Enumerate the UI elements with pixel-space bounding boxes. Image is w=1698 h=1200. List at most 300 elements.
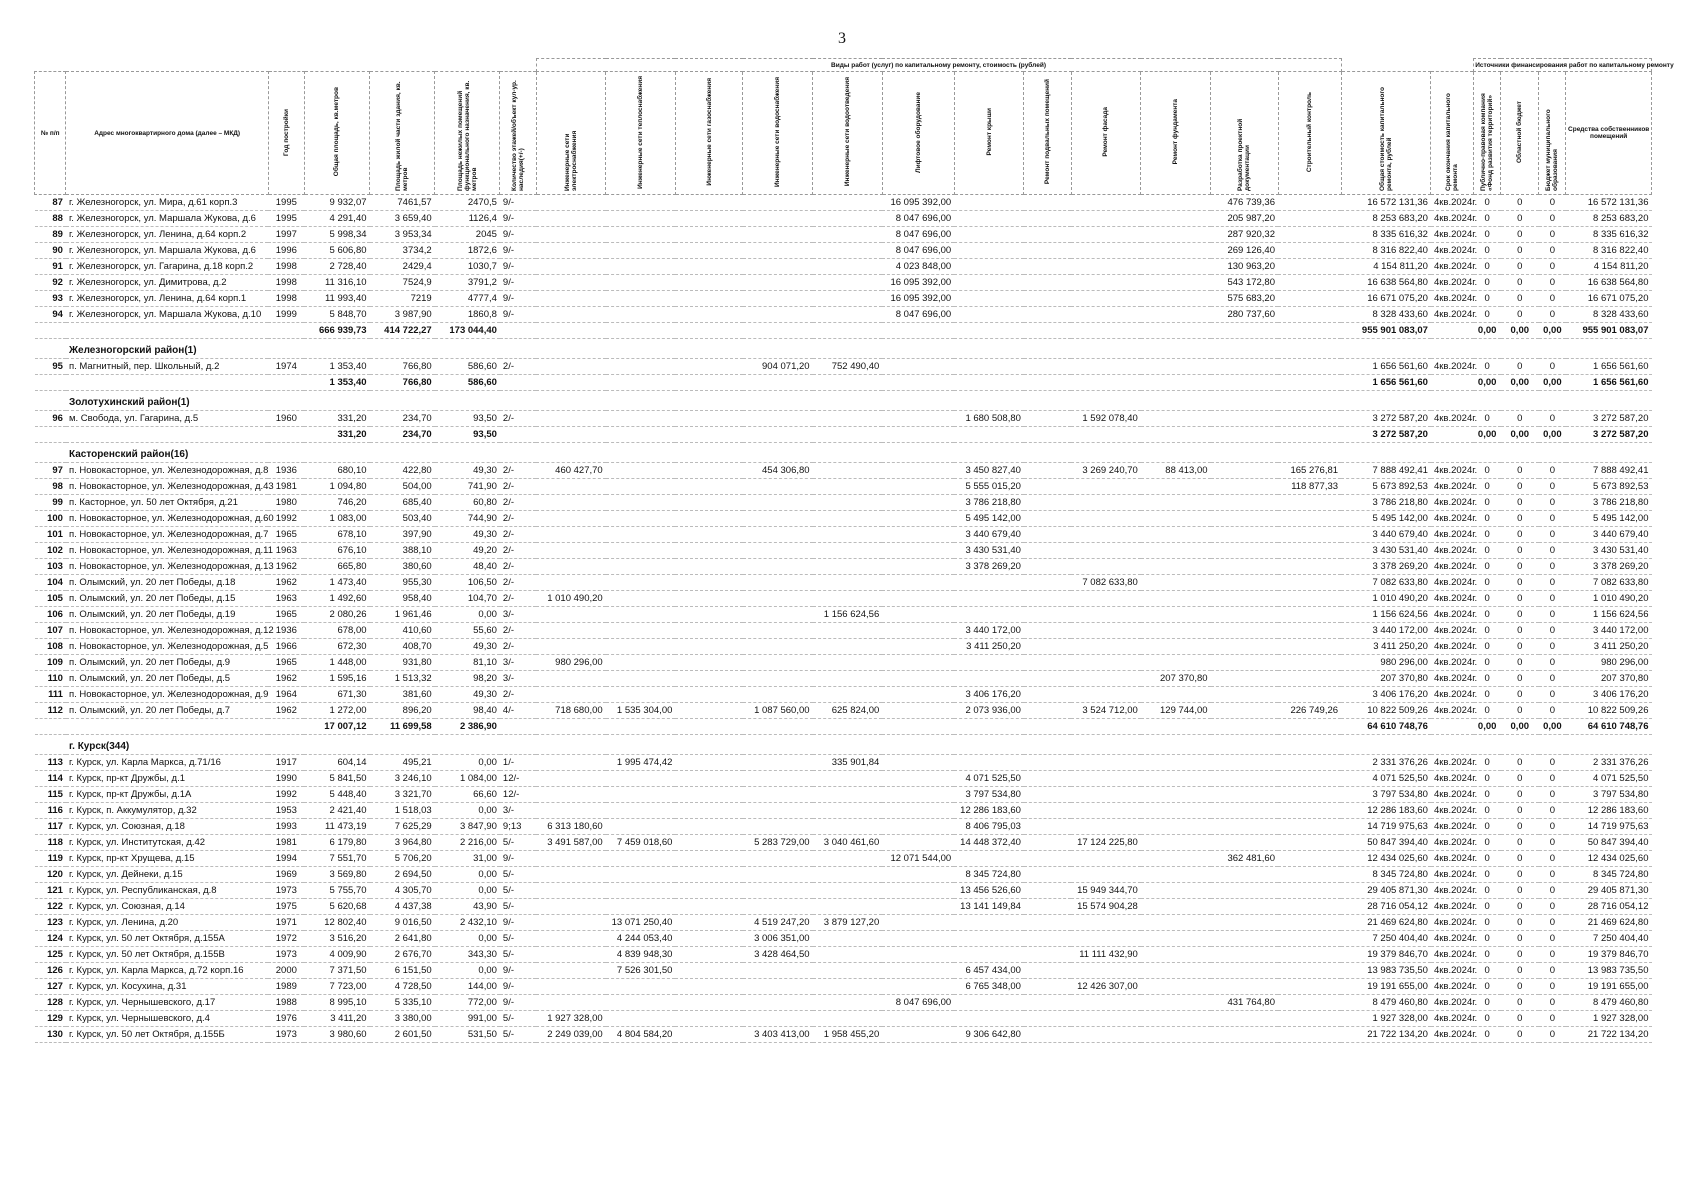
cell-facade xyxy=(1071,1027,1141,1043)
cell-sewer xyxy=(813,931,883,947)
cell-roof: 1 680 508,80 xyxy=(954,411,1024,427)
cell-term: 4кв.2024г. xyxy=(1431,259,1474,275)
cell-area: 331,20 xyxy=(304,411,369,427)
cell-lift xyxy=(882,559,954,575)
cell-live: 766,80 xyxy=(370,359,435,375)
cell-lift: 16 095 392,00 xyxy=(882,291,954,307)
cell-f1: 0 xyxy=(1474,211,1501,227)
cell-f1: 0 xyxy=(1474,527,1501,543)
cell-f3: 0 xyxy=(1539,1027,1566,1043)
cell-total: 14 719 975,63 xyxy=(1341,819,1431,835)
cell-nonlive: 1872,6 xyxy=(435,243,500,259)
cell-elec: 980 296,00 xyxy=(536,655,606,671)
cell-gas xyxy=(675,787,742,803)
table-row xyxy=(35,411,1652,427)
cell-own: 13 983 735,50 xyxy=(1566,963,1652,979)
cell-addr: г. Курск, ул. Ленина, д.20 xyxy=(66,915,268,931)
cell-proj xyxy=(1211,639,1278,655)
cell-f2: 0 xyxy=(1501,819,1539,835)
cell-addr: п. Олымский, ул. 20 лет Победы, д.5 xyxy=(66,671,268,687)
cell-total: 1 656 561,60 xyxy=(1341,375,1431,391)
works-group-header: Виды работ (услуг) по капитальному ремонту, стоимость (рублей) xyxy=(536,59,1341,72)
cell-no: 104 xyxy=(35,575,66,591)
cell-fl: 5/- xyxy=(500,1011,536,1027)
cell-year: 1960 xyxy=(268,411,304,427)
cell-year: 1981 xyxy=(268,479,304,495)
cell-f1: 0 xyxy=(1474,559,1501,575)
cell-addr: п. Новокасторное, ул. Железнодорожная, д.9 xyxy=(66,687,268,703)
cell-lift xyxy=(882,375,954,391)
cell-proj xyxy=(1211,883,1278,899)
cell-term: 4кв.2024г. xyxy=(1431,931,1474,947)
cell-water: 3 403 413,00 xyxy=(743,1027,813,1043)
lift-header xyxy=(882,72,954,195)
cell-total: 5 673 892,53 xyxy=(1341,479,1431,495)
cell-total: 4 071 525,50 xyxy=(1341,771,1431,787)
cell-f2: 0 xyxy=(1501,259,1539,275)
cell-gas xyxy=(675,211,742,227)
cell-f2: 0 xyxy=(1501,1027,1539,1043)
cell-term: 4кв.2024г. xyxy=(1431,655,1474,671)
cell-water xyxy=(743,591,813,607)
cell-base xyxy=(1024,227,1071,243)
cell-addr: п. Касторное, ул. 50 лет Октября, д.21 xyxy=(66,495,268,511)
cell-live: 4 305,70 xyxy=(370,883,435,899)
cell-roof: 6 457 434,00 xyxy=(954,963,1024,979)
cell-elec: 3 491 587,00 xyxy=(536,835,606,851)
cell-base xyxy=(1024,543,1071,559)
cell-elec xyxy=(536,575,606,591)
cell-nonlive: 2 432,10 xyxy=(435,915,500,931)
cell-own: 8 316 822,40 xyxy=(1566,243,1652,259)
cell-found xyxy=(1141,851,1211,867)
column-label: Разработка проектной документации xyxy=(1237,118,1252,191)
cell-area: 665,80 xyxy=(304,559,369,575)
cell-sewer xyxy=(813,375,883,391)
cell-area: 11 473,19 xyxy=(304,819,369,835)
cell-fl: 3/- xyxy=(500,655,536,671)
table-row xyxy=(35,543,1652,559)
cell-area: 1 083,00 xyxy=(304,511,369,527)
table-row xyxy=(35,559,1652,575)
cell-area: 2 421,40 xyxy=(304,803,369,819)
cell-area: 678,10 xyxy=(304,527,369,543)
cell-no: 124 xyxy=(35,931,66,947)
cell-total: 207 370,80 xyxy=(1341,671,1431,687)
cell-ctrl xyxy=(1278,495,1341,511)
cell-nonlive: 104,70 xyxy=(435,591,500,607)
cell-fl: 5/- xyxy=(500,931,536,947)
cell-own: 8 253 683,20 xyxy=(1566,211,1652,227)
cell-lift xyxy=(882,323,954,339)
cell-nonlive: 586,60 xyxy=(435,359,500,375)
cell-area: 5 998,34 xyxy=(304,227,369,243)
cell-f2: 0 xyxy=(1501,755,1539,771)
cell-live: 4 728,50 xyxy=(370,979,435,995)
cell-year: 1980 xyxy=(268,495,304,511)
cell-ctrl xyxy=(1278,1027,1341,1043)
cell-f1: 0 xyxy=(1474,275,1501,291)
cell-proj xyxy=(1211,1027,1278,1043)
cell-total: 1 156 624,56 xyxy=(1341,607,1431,623)
cell-base xyxy=(1024,1027,1071,1043)
cell-addr: г. Курск, ул. Карла Маркса, д.72 корп.16 xyxy=(66,963,268,979)
cell-found xyxy=(1141,375,1211,391)
cell-gas xyxy=(675,655,742,671)
cell-water xyxy=(743,867,813,883)
cell-total: 5 495 142,00 xyxy=(1341,511,1431,527)
cell-f3: 0 xyxy=(1539,511,1566,527)
cell-area: 3 569,80 xyxy=(304,867,369,883)
cell-gas xyxy=(675,639,742,655)
cell-fl: 12/- xyxy=(500,771,536,787)
cell-live: 2 676,70 xyxy=(370,947,435,963)
subtotal-row xyxy=(35,427,1652,443)
cell-year: 1994 xyxy=(268,851,304,867)
table-row xyxy=(35,655,1652,671)
cell-heat xyxy=(606,479,676,495)
cell-elec xyxy=(536,211,606,227)
cell-lift xyxy=(882,479,954,495)
cell-f3: 0 xyxy=(1539,591,1566,607)
cell-sewer: 1 156 624,56 xyxy=(813,607,883,623)
cell-own: 10 822 509,26 xyxy=(1566,703,1652,719)
cell-base xyxy=(1024,835,1071,851)
cell-ctrl xyxy=(1278,591,1341,607)
capital-repair-table xyxy=(34,58,1674,1043)
cell-roof xyxy=(954,915,1024,931)
district-header-row xyxy=(35,339,1652,359)
cell-proj xyxy=(1211,559,1278,575)
cell-elec xyxy=(536,195,606,211)
cell-gas xyxy=(675,819,742,835)
cell-no: 113 xyxy=(35,755,66,771)
table-row xyxy=(35,195,1652,211)
cell-facade xyxy=(1071,243,1141,259)
cell-facade xyxy=(1071,671,1141,687)
cell-roof: 3 450 827,40 xyxy=(954,463,1024,479)
cell-fl: 5/- xyxy=(500,883,536,899)
cell-live: 397,90 xyxy=(370,527,435,543)
cell-proj xyxy=(1211,867,1278,883)
cell-sewer xyxy=(813,575,883,591)
cell-lift xyxy=(882,511,954,527)
cell-f1: 0 xyxy=(1474,883,1501,899)
cell-term xyxy=(1431,719,1474,735)
cell-f3: 0 xyxy=(1539,1011,1566,1027)
table-row xyxy=(35,899,1652,915)
cell-proj: 431 764,80 xyxy=(1211,995,1278,1011)
cell-no xyxy=(35,375,66,391)
cell-f2: 0,00 xyxy=(1501,375,1539,391)
cell-f2: 0 xyxy=(1501,307,1539,323)
cell-ctrl xyxy=(1278,719,1341,735)
cell-live: 3 321,70 xyxy=(370,787,435,803)
table-row xyxy=(35,575,1652,591)
cell-found xyxy=(1141,899,1211,915)
cell-base xyxy=(1024,307,1071,323)
column-label: Год постройки xyxy=(282,108,290,156)
cell-f1: 0 xyxy=(1474,671,1501,687)
cell-water xyxy=(743,323,813,339)
cell-term: 4кв.2024г. xyxy=(1431,963,1474,979)
cell-heat: 7 459 018,60 xyxy=(606,835,676,851)
cell-addr: п. Новокасторное, ул. Железнодорожная, д.11 xyxy=(66,543,268,559)
cell-sewer xyxy=(813,323,883,339)
cell-proj xyxy=(1211,803,1278,819)
cell-own: 3 378 269,20 xyxy=(1566,559,1652,575)
cell-gas xyxy=(675,291,742,307)
cell-area: 1 595,16 xyxy=(304,671,369,687)
cell-term: 4кв.2024г. xyxy=(1431,883,1474,899)
address-header xyxy=(66,72,268,195)
cell-area: 7 371,50 xyxy=(304,963,369,979)
cell-proj xyxy=(1211,819,1278,835)
cell-live: 504,00 xyxy=(370,479,435,495)
cell-roof xyxy=(954,591,1024,607)
cell-fl: 9/- xyxy=(500,259,536,275)
cell-lift xyxy=(882,623,954,639)
cell-nonlive: 1030,7 xyxy=(435,259,500,275)
cell-term: 4кв.2024г. xyxy=(1431,495,1474,511)
cell-elec xyxy=(536,411,606,427)
cell-live: 503,40 xyxy=(370,511,435,527)
cell-nonlive: 93,50 xyxy=(435,427,500,443)
cell-base xyxy=(1024,979,1071,995)
cell-f3: 0 xyxy=(1539,995,1566,1011)
floors-header xyxy=(500,72,536,195)
cell-proj xyxy=(1211,687,1278,703)
cell-addr: г. Курск, п. Аккумулятор, д.32 xyxy=(66,803,268,819)
cell-lift xyxy=(882,671,954,687)
cell-f3: 0 xyxy=(1539,671,1566,687)
cell-year: 1962 xyxy=(268,575,304,591)
cell-water xyxy=(743,527,813,543)
cell-f1: 0 xyxy=(1474,623,1501,639)
cell-f3: 0 xyxy=(1539,803,1566,819)
cell-year: 1992 xyxy=(268,787,304,803)
cell-sewer xyxy=(813,227,883,243)
cell-elec xyxy=(536,931,606,947)
cell-found xyxy=(1141,915,1211,931)
cell-f2: 0 xyxy=(1501,511,1539,527)
cell-no: 126 xyxy=(35,963,66,979)
cell-sewer xyxy=(813,211,883,227)
cell-live: 931,80 xyxy=(370,655,435,671)
cell-roof: 2 073 936,00 xyxy=(954,703,1024,719)
cell-term: 4кв.2024г. xyxy=(1431,479,1474,495)
cell-roof xyxy=(954,323,1024,339)
cell-live: 1 518,03 xyxy=(370,803,435,819)
cell-f3: 0 xyxy=(1539,307,1566,323)
cell-proj xyxy=(1211,575,1278,591)
cell-f2: 0 xyxy=(1501,227,1539,243)
cell-sewer xyxy=(813,899,883,915)
cell-nonlive: 0,00 xyxy=(435,803,500,819)
cell-f1: 0 xyxy=(1474,979,1501,995)
cell-lift xyxy=(882,575,954,591)
cell-f3: 0,00 xyxy=(1539,375,1566,391)
cell-roof: 3 411 250,20 xyxy=(954,639,1024,655)
table-row xyxy=(35,963,1652,979)
cell-proj xyxy=(1211,623,1278,639)
cell-water xyxy=(743,411,813,427)
cell-roof xyxy=(954,995,1024,1011)
cell-area: 604,14 xyxy=(304,755,369,771)
cell-ctrl xyxy=(1278,243,1341,259)
cell-live: 495,21 xyxy=(370,755,435,771)
cell-facade: 15 949 344,70 xyxy=(1071,883,1141,899)
cell-total: 8 253 683,20 xyxy=(1341,211,1431,227)
cell-sewer xyxy=(813,463,883,479)
cell-roof: 4 071 525,50 xyxy=(954,771,1024,787)
cell-f2: 0 xyxy=(1501,915,1539,931)
cell-ctrl xyxy=(1278,771,1341,787)
cell-water xyxy=(743,575,813,591)
cell-f3: 0 xyxy=(1539,243,1566,259)
cell-facade xyxy=(1071,1011,1141,1027)
cell-area: 7 723,00 xyxy=(304,979,369,995)
cell-sewer xyxy=(813,527,883,543)
cell-own: 21 722 134,20 xyxy=(1566,1027,1652,1043)
cell-ctrl xyxy=(1278,671,1341,687)
cell-proj: 543 172,80 xyxy=(1211,275,1278,291)
cell-proj: 476 739,36 xyxy=(1211,195,1278,211)
cell-found xyxy=(1141,639,1211,655)
cell-total: 3 786 218,80 xyxy=(1341,495,1431,511)
cell-sewer xyxy=(813,243,883,259)
cell-addr: г. Железногорск, ул. Ленина, д.64 корп.2 xyxy=(66,227,268,243)
cell-found xyxy=(1141,527,1211,543)
cell-f2: 0 xyxy=(1501,607,1539,623)
cell-term: 4кв.2024г. xyxy=(1431,1027,1474,1043)
cell-sewer xyxy=(813,591,883,607)
cell-year xyxy=(268,427,304,443)
cell-fl: 5/- xyxy=(500,947,536,963)
cell-elec xyxy=(536,323,606,339)
cell-f1: 0 xyxy=(1474,243,1501,259)
cell-lift xyxy=(882,819,954,835)
cell-base xyxy=(1024,495,1071,511)
cell-total: 12 286 183,60 xyxy=(1341,803,1431,819)
cell-own: 1 656 561,60 xyxy=(1566,375,1652,391)
cell-gas xyxy=(675,479,742,495)
cell-heat: 13 071 250,40 xyxy=(606,915,676,931)
cell-f2: 0 xyxy=(1501,671,1539,687)
cell-no: 118 xyxy=(35,835,66,851)
cell-heat xyxy=(606,607,676,623)
cell-term xyxy=(1431,427,1474,443)
cell-ctrl xyxy=(1278,819,1341,835)
cell-sewer xyxy=(813,819,883,835)
cell-roof: 3 440 679,40 xyxy=(954,527,1024,543)
cell-heat xyxy=(606,623,676,639)
cell-total: 7 082 633,80 xyxy=(1341,575,1431,591)
cell-base xyxy=(1024,719,1071,735)
cell-f3: 0,00 xyxy=(1539,323,1566,339)
cell-nonlive: 991,00 xyxy=(435,1011,500,1027)
cell-elec xyxy=(536,495,606,511)
cell-ctrl: 226 749,26 xyxy=(1278,703,1341,719)
cell-no: 102 xyxy=(35,543,66,559)
cell-fl: 9/- xyxy=(500,963,536,979)
cell-heat: 7 526 301,50 xyxy=(606,963,676,979)
cell-year: 1996 xyxy=(268,243,304,259)
cell-live: 3 659,40 xyxy=(370,211,435,227)
cell-year: 1965 xyxy=(268,607,304,623)
cell-own: 5 495 142,00 xyxy=(1566,511,1652,527)
cell-term: 4кв.2024г. xyxy=(1431,867,1474,883)
cell-facade xyxy=(1071,591,1141,607)
cell-roof xyxy=(954,755,1024,771)
cell-year: 1981 xyxy=(268,835,304,851)
cell-lift xyxy=(882,755,954,771)
cell-term: 4кв.2024г. xyxy=(1431,819,1474,835)
table-row xyxy=(35,463,1652,479)
cell-term: 4кв.2024г. xyxy=(1431,243,1474,259)
cell-nonlive: 49,30 xyxy=(435,527,500,543)
cell-heat xyxy=(606,259,676,275)
cell-addr: п. Новокасторное, ул. Железнодорожная, д.13 xyxy=(66,559,268,575)
cell-roof: 5 555 015,20 xyxy=(954,479,1024,495)
cell-live: 380,60 xyxy=(370,559,435,575)
cell-year: 1964 xyxy=(268,687,304,703)
cell-facade xyxy=(1071,851,1141,867)
cell-year: 1965 xyxy=(268,655,304,671)
cell-gas xyxy=(675,915,742,931)
cell-nonlive: 2045 xyxy=(435,227,500,243)
cell-nonlive: 2470,5 xyxy=(435,195,500,211)
cell-area: 4 291,40 xyxy=(304,211,369,227)
cell-year: 1953 xyxy=(268,803,304,819)
cell-facade xyxy=(1071,195,1141,211)
cell-f1: 0 xyxy=(1474,963,1501,979)
cell-gas xyxy=(675,243,742,259)
cell-facade xyxy=(1071,307,1141,323)
cell-elec xyxy=(536,867,606,883)
cell-own: 12 286 183,60 xyxy=(1566,803,1652,819)
cell-total: 7 888 492,41 xyxy=(1341,463,1431,479)
cell-term: 4кв.2024г. xyxy=(1431,607,1474,623)
cell-f2: 0 xyxy=(1501,591,1539,607)
cell-fl xyxy=(500,323,536,339)
cell-lift xyxy=(882,427,954,443)
cell-no: 89 xyxy=(35,227,66,243)
cell-f2: 0 xyxy=(1501,883,1539,899)
cell-water xyxy=(743,427,813,443)
cell-addr: г. Железногорск, ул. Маршала Жукова, д.6 xyxy=(66,243,268,259)
cell-found xyxy=(1141,1027,1211,1043)
cell-f2: 0 xyxy=(1501,655,1539,671)
cell-year: 1973 xyxy=(268,947,304,963)
cell-water xyxy=(743,899,813,915)
cell-addr: п. Олымский, ул. 20 лет Победы, д.18 xyxy=(66,575,268,591)
cell-f1: 0 xyxy=(1474,819,1501,835)
cell-water: 1 087 560,00 xyxy=(743,703,813,719)
cell-f3: 0,00 xyxy=(1539,719,1566,735)
cell-addr: г. Курск, ул. Союзная, д.14 xyxy=(66,899,268,915)
cell-found xyxy=(1141,995,1211,1011)
cell-nonlive: 173 044,40 xyxy=(435,323,500,339)
cell-f1: 0 xyxy=(1474,307,1501,323)
cell-water xyxy=(743,259,813,275)
cell-year: 1988 xyxy=(268,995,304,1011)
cell-f2: 0 xyxy=(1501,479,1539,495)
cell-total: 4 154 811,20 xyxy=(1341,259,1431,275)
cell-sewer xyxy=(813,511,883,527)
cell-lift xyxy=(882,963,954,979)
cell-gas xyxy=(675,227,742,243)
